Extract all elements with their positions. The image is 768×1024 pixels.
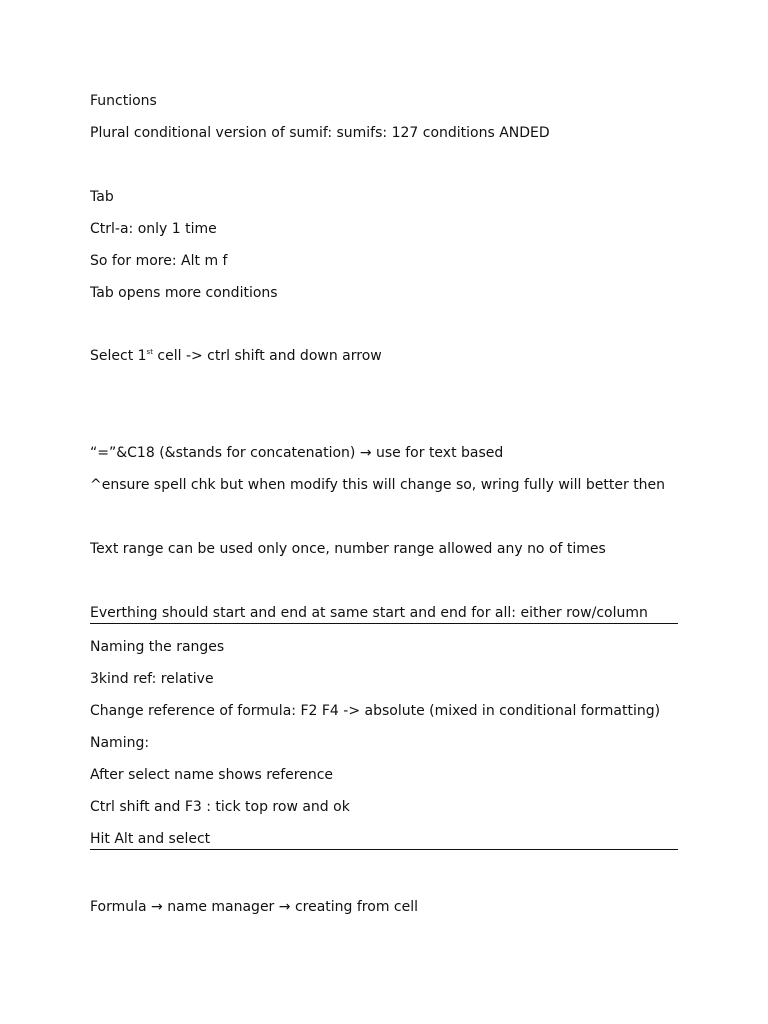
note-change-reference: Change reference of formula: F2 F4 -> absolute (mixed in conditional formatting) — [90, 703, 661, 719]
note-tab: Tab — [90, 189, 114, 205]
note-sumifs: Plural conditional version of sumif: sumifs: 127 conditions ANDED — [90, 125, 550, 141]
note-select-first-cell — [90, 347, 382, 365]
note-ctrl-shift-f3: Ctrl shift and F3 : tick top row and ok — [90, 799, 350, 815]
note-start-end: Everthing should start and end at same start and end for all: either row/column — [90, 605, 648, 621]
note-alt-m-f: So for more: Alt m f — [90, 253, 228, 269]
note-text-range: Text range can be used only once, number range allowed any no of times — [90, 541, 606, 557]
note-spell-check: ^ensure spell chk but when modify this will change so, wring fully will better then — [90, 477, 666, 493]
note-kind-ref: 3kind ref: relative — [90, 671, 214, 687]
note-naming: Naming: — [90, 735, 150, 751]
note-after-select: After select name shows reference — [90, 767, 334, 783]
note-formula-name-manager: Formula → name manager → creating from cell — [90, 899, 418, 915]
note-functions: Functions — [90, 93, 157, 109]
select-prefix: Select 1 — [90, 348, 147, 364]
note-concatenation: “=”&C18 (&stands for concatenation) → use for text based — [90, 445, 504, 461]
divider-rule — [90, 623, 678, 624]
note-tab-conditions: Tab opens more conditions — [90, 285, 278, 301]
select-superscript: st — [146, 348, 153, 356]
note-naming-ranges: Naming the ranges — [90, 639, 225, 655]
select-suffix: cell -> ctrl shift and down arrow — [152, 348, 382, 364]
note-hit-alt: Hit Alt and select — [90, 831, 211, 847]
note-ctrl-a: Ctrl-a: only 1 time — [90, 221, 217, 237]
divider-rule — [90, 849, 678, 850]
